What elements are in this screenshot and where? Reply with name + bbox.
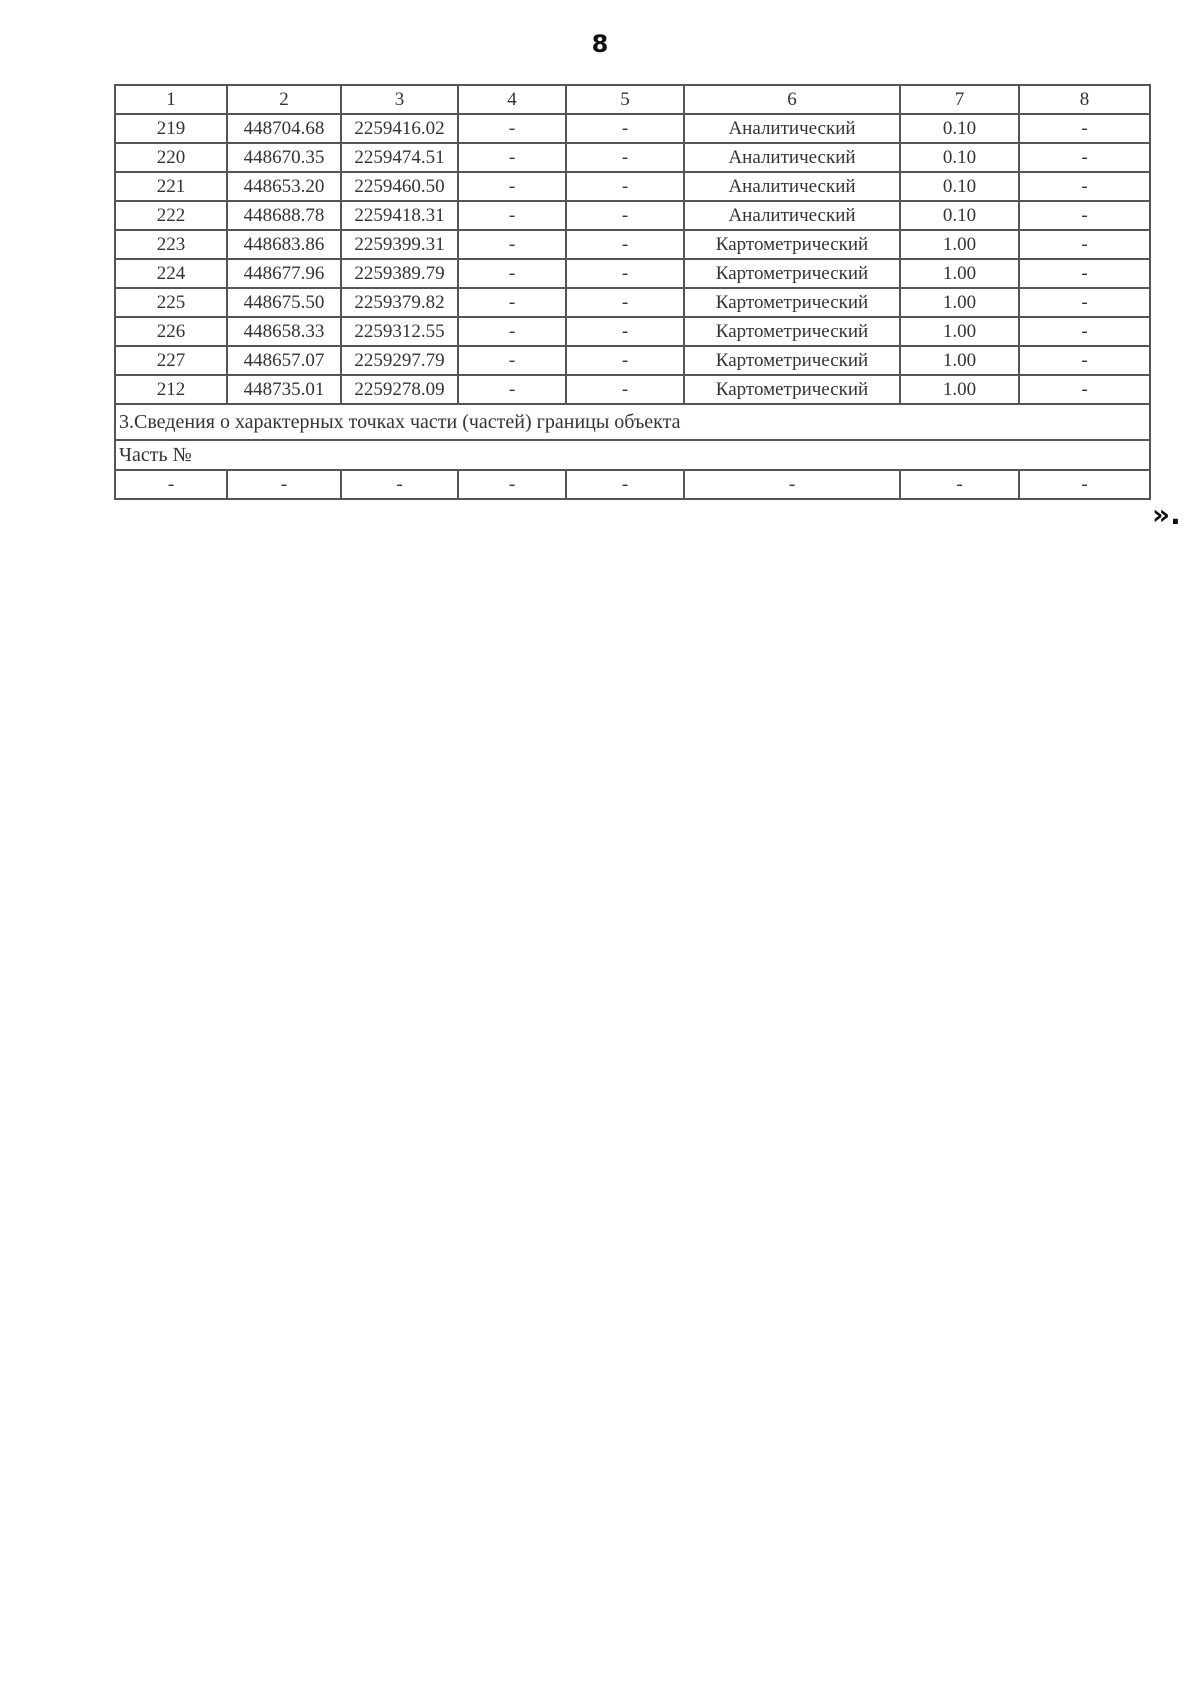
part-label: Часть № [115, 440, 1150, 470]
table-cell: - [1019, 470, 1150, 499]
table-cell: - [566, 288, 684, 317]
section-title: 3.Сведения о характерных точках части (частей) границы объекта [115, 404, 1150, 440]
table-cell: - [566, 259, 684, 288]
table-cell: - [566, 470, 684, 499]
table-cell: Картометрический [684, 346, 900, 375]
table-cell: - [458, 114, 566, 143]
table-cell: - [458, 172, 566, 201]
table-cell: 223 [115, 230, 227, 259]
table-cell: 2259278.09 [341, 375, 458, 404]
table-cell: - [1019, 201, 1150, 230]
table-cell: - [458, 375, 566, 404]
section-title-row [115, 404, 1150, 440]
table-cell: - [566, 172, 684, 201]
table-cell: 0.10 [900, 143, 1019, 172]
table-cell: 1.00 [900, 288, 1019, 317]
table-cell: - [1019, 375, 1150, 404]
table-cell: - [566, 201, 684, 230]
table-cell: - [566, 346, 684, 375]
table-cell: - [1019, 346, 1150, 375]
table-cell: 0.10 [900, 114, 1019, 143]
header-row [115, 85, 1150, 114]
table-row [115, 230, 1150, 259]
table-cell: - [1019, 288, 1150, 317]
table-cell: 224 [115, 259, 227, 288]
table-row [115, 288, 1150, 317]
table-cell: - [1019, 317, 1150, 346]
coordinates-table-container [114, 84, 1149, 500]
table-cell: - [1019, 230, 1150, 259]
table-body [115, 85, 1150, 499]
table-cell: Аналитический [684, 114, 900, 143]
table-cell: 448735.01 [227, 375, 341, 404]
table-cell: 448683.86 [227, 230, 341, 259]
table-cell: - [566, 143, 684, 172]
table-cell: Картометрический [684, 375, 900, 404]
table-cell: 0.10 [900, 172, 1019, 201]
table-cell: - [1019, 259, 1150, 288]
table-cell: 1.00 [900, 259, 1019, 288]
coordinates-table [114, 84, 1151, 500]
table-cell: - [684, 470, 900, 499]
header-cell: 1 [115, 85, 227, 114]
table-cell: 2259416.02 [341, 114, 458, 143]
table-row [115, 375, 1150, 404]
table-cell: - [458, 143, 566, 172]
table-cell: Картометрический [684, 288, 900, 317]
table-cell: 448677.96 [227, 259, 341, 288]
table-cell: 1.00 [900, 375, 1019, 404]
table-cell: Аналитический [684, 172, 900, 201]
table-row [115, 346, 1150, 375]
table-cell: 219 [115, 114, 227, 143]
table-cell: - [458, 259, 566, 288]
table-cell: - [566, 114, 684, 143]
table-cell: 226 [115, 317, 227, 346]
part-label-row [115, 440, 1150, 470]
table-cell: 1.00 [900, 346, 1019, 375]
table-cell: 448704.68 [227, 114, 341, 143]
table-row [115, 201, 1150, 230]
header-cell: 7 [900, 85, 1019, 114]
table-cell: - [1019, 143, 1150, 172]
table-cell: 448658.33 [227, 317, 341, 346]
table-cell: 2259418.31 [341, 201, 458, 230]
table-cell: 2259379.82 [341, 288, 458, 317]
table-cell: - [458, 470, 566, 499]
table-cell: 222 [115, 201, 227, 230]
table-cell: 2259474.51 [341, 143, 458, 172]
table-cell: Картометрический [684, 259, 900, 288]
page-number: 8 [591, 30, 609, 58]
table-cell: 0.10 [900, 201, 1019, 230]
table-cell: - [1019, 172, 1150, 201]
table-cell: - [566, 230, 684, 259]
table-cell: - [566, 375, 684, 404]
table-cell: - [458, 230, 566, 259]
table-cell: - [458, 201, 566, 230]
header-cell: 3 [341, 85, 458, 114]
table-cell: 2259460.50 [341, 172, 458, 201]
table-cell: - [458, 317, 566, 346]
table-cell: 448657.07 [227, 346, 341, 375]
table-cell: - [900, 470, 1019, 499]
table-cell: 2259297.79 [341, 346, 458, 375]
table-row [115, 259, 1150, 288]
table-cell: - [458, 288, 566, 317]
table-cell: Аналитический [684, 201, 900, 230]
closing-quote: ». [1152, 498, 1181, 531]
table-cell: 448670.35 [227, 143, 341, 172]
table-row [115, 114, 1150, 143]
table-row [115, 172, 1150, 201]
table-cell: 1.00 [900, 230, 1019, 259]
table-cell: 220 [115, 143, 227, 172]
table-cell: Картометрический [684, 317, 900, 346]
table-cell: 2259312.55 [341, 317, 458, 346]
table-cell: - [458, 346, 566, 375]
empty-row [115, 470, 1150, 499]
header-cell: 6 [684, 85, 900, 114]
table-cell: 225 [115, 288, 227, 317]
table-cell: - [227, 470, 341, 499]
table-cell: - [1019, 114, 1150, 143]
table-cell: - [341, 470, 458, 499]
table-cell: - [566, 317, 684, 346]
table-cell: Картометрический [684, 230, 900, 259]
table-cell: 448675.50 [227, 288, 341, 317]
table-cell: 2259389.79 [341, 259, 458, 288]
header-cell: 5 [566, 85, 684, 114]
table-cell: 227 [115, 346, 227, 375]
header-cell: 2 [227, 85, 341, 114]
table-cell: 448653.20 [227, 172, 341, 201]
table-cell: 212 [115, 375, 227, 404]
table-cell: 2259399.31 [341, 230, 458, 259]
table-row [115, 317, 1150, 346]
table-cell: - [115, 470, 227, 499]
table-cell: Аналитический [684, 143, 900, 172]
table-cell: 448688.78 [227, 201, 341, 230]
table-cell: 1.00 [900, 317, 1019, 346]
header-cell: 8 [1019, 85, 1150, 114]
table-cell: 221 [115, 172, 227, 201]
header-cell: 4 [458, 85, 566, 114]
table-row [115, 143, 1150, 172]
